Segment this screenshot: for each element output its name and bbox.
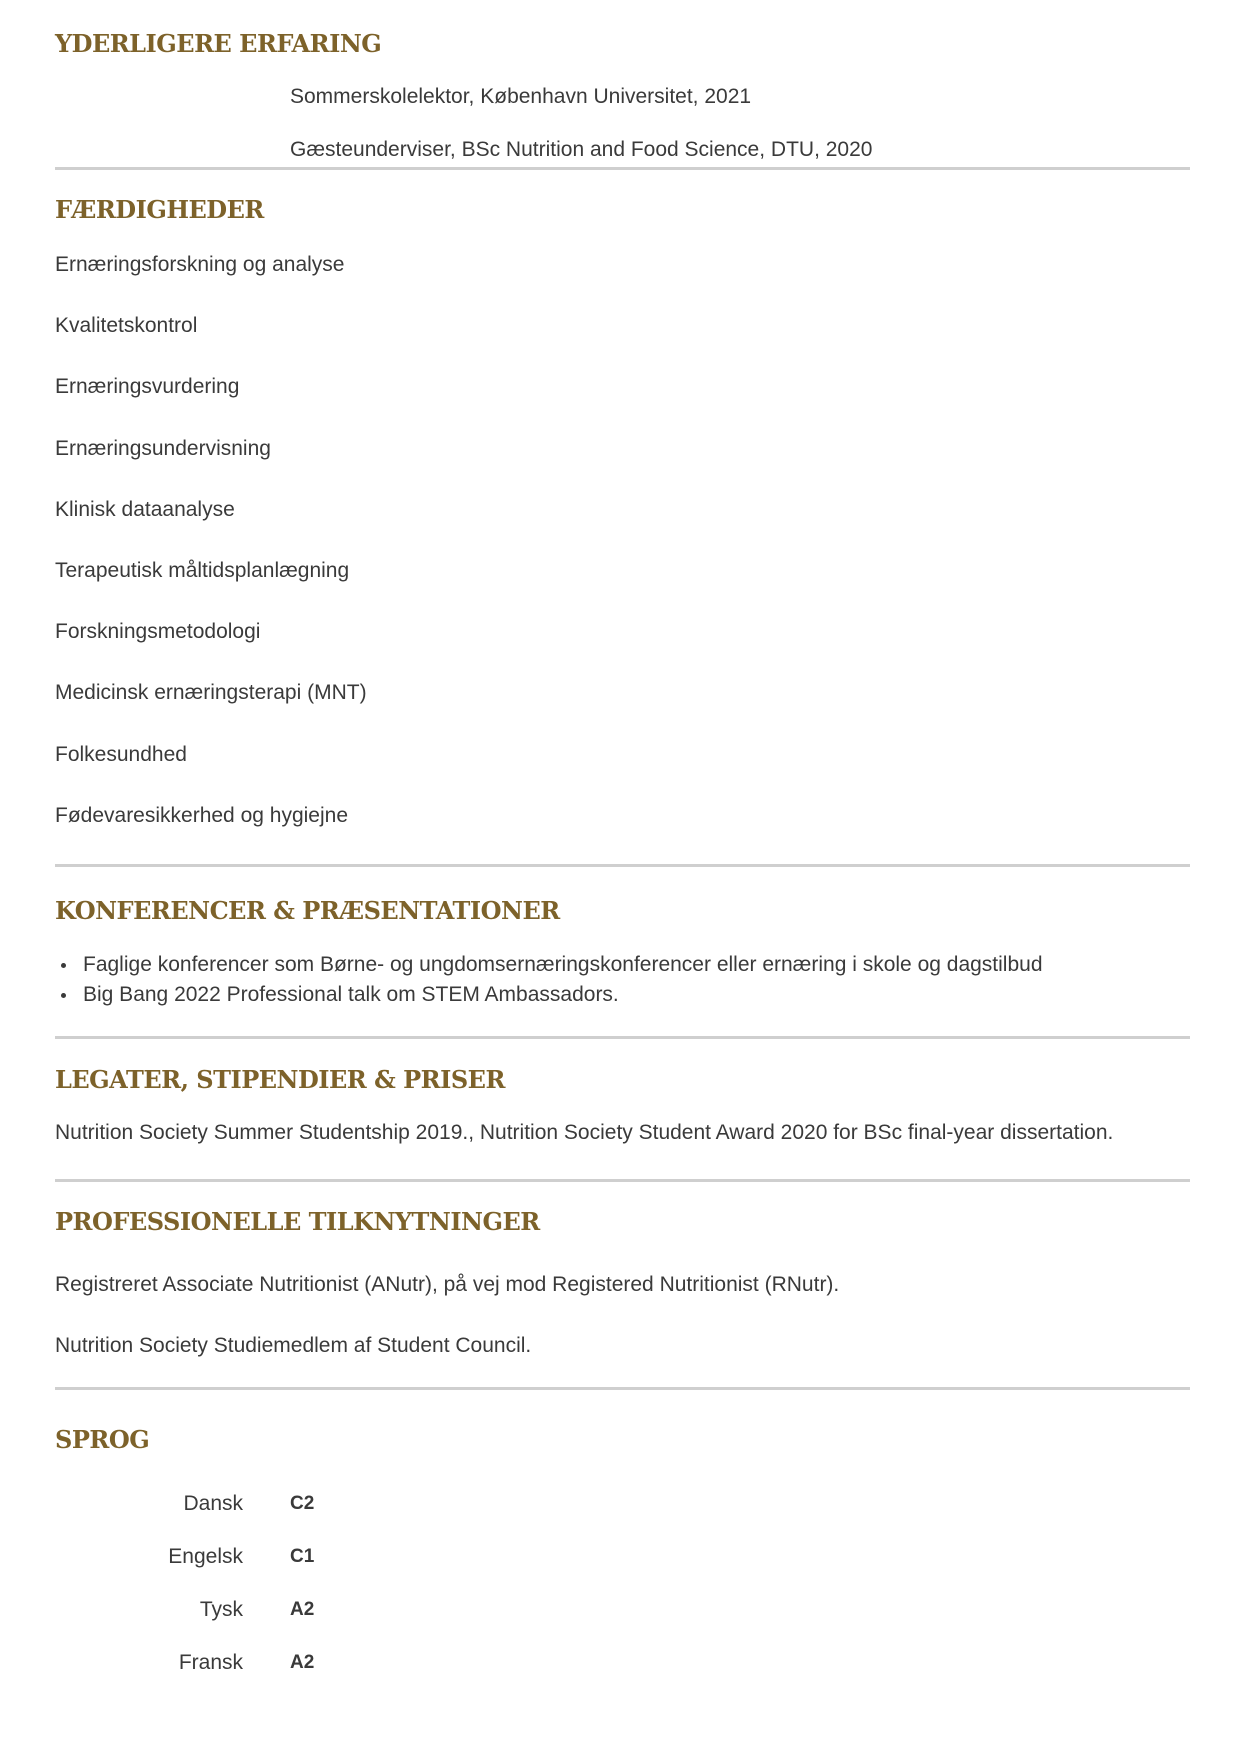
language-level: A2 — [290, 1598, 315, 1620]
language-name: Fransk — [178, 1650, 243, 1674]
language-name: Dansk — [183, 1491, 243, 1515]
language-level: C1 — [290, 1545, 315, 1567]
skill-item: Forskningsmetodologi — [55, 620, 261, 644]
language-list — [55, 1477, 1190, 1689]
section-awards — [55, 1039, 1190, 1182]
section-additional-experience — [55, 0, 1190, 170]
section-skills — [55, 170, 1190, 867]
skill-item: Medicinsk ernæringsterapi (MNT) — [55, 681, 367, 705]
language-row — [55, 1530, 1190, 1583]
language-row — [55, 1583, 1190, 1636]
awards-text: Nutrition Society Summer Studentship 2019., Nutrition Society Student Award 2020 for BSc final-year dissertation. — [55, 1121, 1114, 1144]
experience-entry: Gæsteunderviser, BSc Nutrition and Food Science, DTU, 2020 — [290, 138, 873, 161]
affiliation-item: Nutrition Society Studiemedlem af Student Council. — [55, 1334, 532, 1357]
language-row — [55, 1477, 1190, 1530]
skill-item: Klinisk dataanalyse — [55, 497, 235, 521]
resume-page — [55, 0, 1190, 1689]
language-name: Engelsk — [168, 1544, 243, 1568]
skill-item: Ernæringsundervisning — [55, 436, 271, 460]
section-conferences — [55, 867, 1190, 1039]
skill-item: Fødevaresikkerhed og hygiejne — [55, 803, 348, 827]
section-affiliations — [55, 1182, 1190, 1390]
experience-list — [290, 83, 1190, 164]
section-title: SPROG — [55, 1425, 150, 1454]
section-title: YDERLIGERE ERFARING — [55, 29, 382, 58]
section-languages — [55, 1390, 1190, 1689]
skill-item: Terapeutisk måltidsplanlægning — [55, 558, 350, 582]
experience-entry: Sommerskolelektor, København Universitet, 2021 — [290, 85, 752, 108]
language-level: C2 — [290, 1492, 315, 1514]
skill-item: Folkesundhed — [55, 742, 187, 766]
language-name: Tysk — [199, 1597, 243, 1621]
conference-list — [55, 950, 1190, 1010]
skill-item: Ernæringsvurdering — [55, 375, 240, 399]
skills-list — [55, 251, 1190, 863]
conference-item: Faglige konferencer som Børne- og ungdomsernæringskonferencer eller ernæring i skole og dagstilbud — [83, 950, 1190, 980]
section-title: FÆRDIGHEDER — [55, 195, 264, 224]
conference-item: Big Bang 2022 Professional talk om STEM Ambassadors. — [83, 980, 1190, 1010]
skill-item: Kvalitetskontrol — [55, 314, 198, 338]
section-title: KONFERENCER & PRÆSENTATIONER — [55, 896, 560, 925]
language-level: A2 — [290, 1651, 315, 1673]
section-title: PROFESSIONELLE TILKNYTNINGER — [55, 1207, 540, 1236]
section-title: LEGATER, STIPENDIER & PRISER — [55, 1065, 505, 1094]
language-row — [55, 1636, 1190, 1689]
affiliation-item: Registreret Associate Nutritionist (ANutr), på vej mod Registered Nutritionist (RNutr). — [55, 1273, 840, 1296]
skill-item: Ernæringsforskning og analyse — [55, 253, 345, 276]
